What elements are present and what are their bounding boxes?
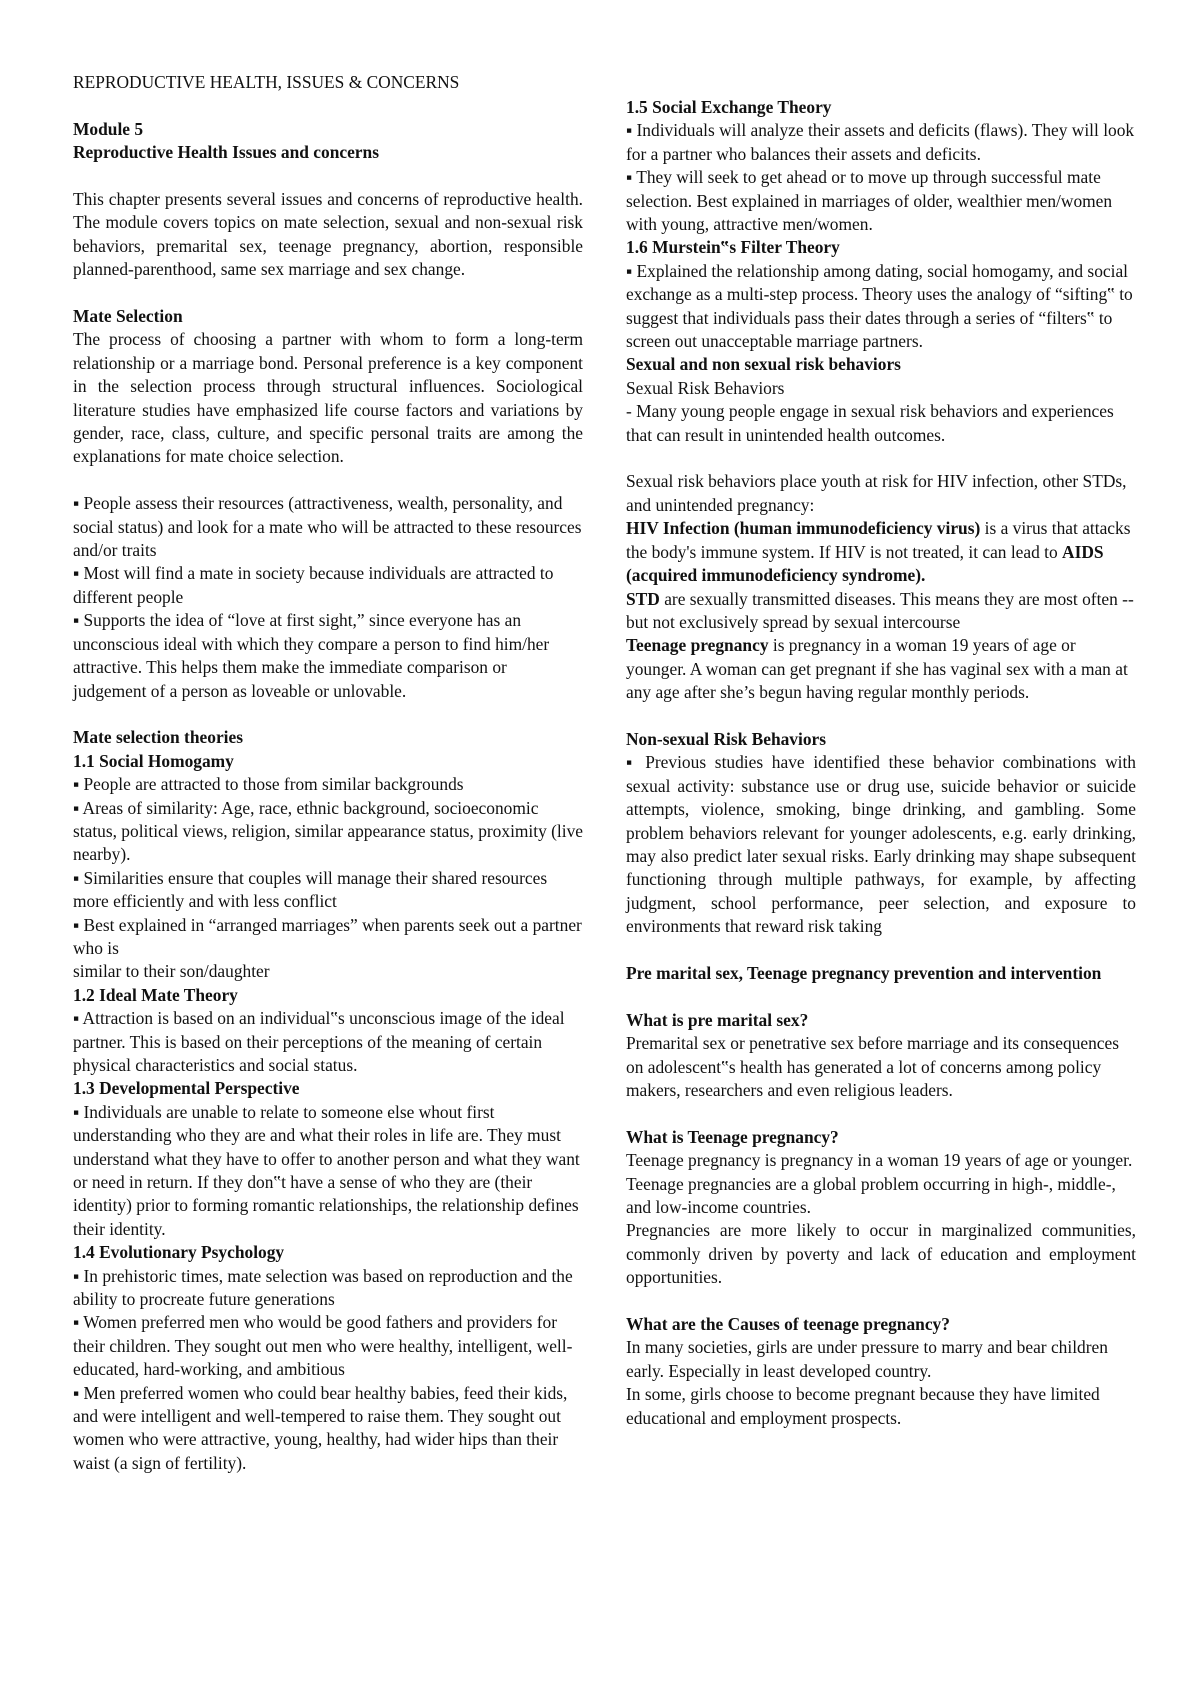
risk-paragraph: Sexual risk behaviors place youth at risk for HIV infection, other STDs, and unintended pregnancy:	[626, 471, 1127, 515]
std-definition	[626, 588, 1136, 635]
bullet-continuation: similar to their son/daughter	[73, 961, 270, 982]
premarital-heading: Pre marital sex, Teenage pregnancy prevention and intervention	[626, 962, 1102, 983]
answer-paragraph: Pregnancies are more likely to occur in marginalized communities, commonly driven by poverty and lack of education and employment opportunities.	[626, 1220, 1136, 1288]
theories-heading: Mate selection theories	[73, 727, 243, 748]
bullet-item: ▪ Attraction is based on an individual‟s unconscious image of the ideal partner. This is based on their perceptions of the meaning of certain physical characteristics and social status.	[73, 1008, 565, 1075]
document-title: REPRODUCTIVE HEALTH, ISSUES & CONCERNS	[73, 72, 460, 92]
intro-paragraph: This chapter presents several issues and concerns of reproductive health. The module covers topics on mate selection, sexual and non-sexual risk behaviors, premarital sex, teenage pregnancy, abortion, responsible planned-parenthood, same sex marriage and sex change.	[73, 189, 583, 280]
bullet-item: ▪ Men preferred women who could bear healthy babies, feed their kids, and were intelligent and well-tempered to raise them. They sought out women who were attractive, young, healthy, had wider hips than their waist (a sign of fertility).	[73, 1382, 568, 1473]
mate-selection-heading: Mate Selection	[73, 306, 183, 327]
section-heading: 1.5 Social Exchange Theory	[626, 97, 832, 117]
module-title: Reproductive Health Issues and concerns	[73, 142, 379, 163]
mate-selection-paragraph: The process of choosing a partner with whom to form a long-term relationship or a marriage bond. Personal preference is a key component in the selection process through structural influences. Sociological literature studies have emphasized life course factors and variations by gender, race, class, culture, and specific personal traits are among the explanations for mate choice selection.	[73, 329, 583, 467]
left-column	[73, 71, 583, 1475]
section-heading: 1.3 Developmental Perspective	[73, 1078, 300, 1099]
bullet-item: ▪ In prehistoric times, mate selection was based on reproduction and the ability to procreate future generations	[73, 1265, 573, 1310]
section-heading: 1.4 Evolutionary Psychology	[73, 1242, 285, 1263]
nonsexual-heading: Non-sexual Risk Behaviors	[626, 728, 827, 749]
question-heading: What are the Causes of teenage pregnancy?	[626, 1314, 950, 1335]
bullet-item: ▪ Individuals will analyze their assets and deficits (flaws). They will look for a partner who balances their assets and deficits.	[626, 120, 1135, 164]
risk-subheading: Sexual Risk Behaviors	[626, 377, 785, 398]
bullet-item: ▪ Areas of similarity: Age, race, ethnic background, socioeconomic status, political views, religion, similar appearance status, proximity (live nearby).	[73, 797, 584, 865]
answer-paragraph: In some, girls choose to become pregnant because they have limited educational and employment prospects.	[626, 1384, 1100, 1428]
teen-term: Teenage pregnancy	[626, 635, 769, 656]
hiv-term: HIV Infection (human immunodeficiency virus)	[626, 518, 981, 539]
std-text: are sexually transmitted diseases. This means they are most often -- but not exclusively spread by sexual intercourse	[626, 588, 1134, 632]
answer-paragraph: Teenage pregnancies are a global problem occurring in high-, middle-, and low-income countries.	[626, 1173, 1116, 1218]
bullet-item: ▪ Most will find a mate in society because individuals are attracted to different people	[73, 563, 554, 607]
risk-behaviors-heading: Sexual and non sexual risk behaviors	[626, 354, 901, 375]
bullet-item: ▪ They will seek to get ahead or to move up through successful mate selection. Best explained in marriages of older, wealthier men/women with young, attractive men/women.	[626, 167, 1113, 235]
answer-paragraph: Premarital sex or penetrative sex before marriage and its consequences on adolescent‟s health has generated a lot of concerns among policy makers, researchers and even religious leaders.	[626, 1033, 1120, 1100]
bullet-item: ▪ Similarities ensure that couples will manage their shared resources more efficiently and with less conflict	[73, 867, 548, 912]
aids-term: AIDS (acquired immunodeficiency syndrome).	[626, 541, 1104, 586]
bullet-item: ▪ Individuals are unable to relate to someone else whout first understanding who they are and what their roles in life are. They must understand what they have to offer to another person and what they want or need in return. If they don‟t have a sense of who they are (their identity) prior to forming romantic relationships, the relationship defines their identity.	[73, 1101, 580, 1239]
bullet-item: ▪ Women preferred men who would be good fathers and providers for their children. They sought out men who were healthy, intelligent, well-educated, hard-working, and ambitious	[73, 1312, 573, 1380]
nonsexual-paragraph: ▪ Previous studies have identified these behavior combinations with sexual activity: substance use or drug use, suicide behavior or suicide attempts, violence, smoking, binge drinking, and gambling. Some problem behaviors relevant for younger adolescents, e.g. early drinking, may also predict later sexual risks. Early drinking may shape subsequent functioning through multiple pathways, for example, by affecting judgment, school performance, peer selection, and exposure to environments that reward risk taking	[626, 752, 1136, 937]
hiv-definition	[626, 517, 1136, 587]
teen-text: is pregnancy in a woman 19 years of age or younger. A woman can get pregnant if she has vaginal sex with a man at any age after she’s begun having regular monthly periods.	[626, 635, 1128, 703]
module-number: Module 5	[73, 118, 144, 139]
section-heading: 1.2 Ideal Mate Theory	[73, 984, 238, 1005]
bullet-item: ▪ People assess their resources (attractiveness, wealth, personality, and social status) and look for a mate who will be attracted to these resources and/or traits	[73, 493, 582, 561]
answer-paragraph: In many societies, girls are under pressure to marry and bear children early. Especially in least developed country.	[626, 1337, 1108, 1381]
teen-pregnancy-definition	[626, 634, 1136, 704]
bullet-item: ▪ Explained the relationship among dating, social homogamy, and social exchange as a multi-step process. Theory uses the analogy of “sifting‟ to suggest that individuals pass their dates through a series of “filters‟ to screen out unacceptable marriage partners.	[626, 260, 1133, 352]
bullet-item: ▪ People are attracted to those from similar backgrounds	[73, 774, 464, 795]
question-heading: What is pre marital sex?	[626, 1009, 809, 1030]
bullet-item: ▪ Best explained in “arranged marriages” when parents seek out a partner who is	[73, 914, 582, 958]
risk-intro-paragraph: - Many young people engage in sexual risk behaviors and experiences that can result in unintended health outcomes.	[626, 401, 1114, 445]
bullet-item: ▪ Supports the idea of “love at first sight,” since everyone has an unconscious ideal with which they compare a person to find him/her attractive. This helps them make the immediate comparison or judgement of a person as loveable or unlovable.	[73, 610, 550, 701]
answer-paragraph: Teenage pregnancy is pregnancy in a woman 19 years of age or younger.	[626, 1150, 1133, 1171]
section-heading: 1.1 Social Homogamy	[73, 750, 234, 771]
section-heading: 1.6 Murstein‟s Filter Theory	[626, 237, 840, 258]
question-heading: What is Teenage pregnancy?	[626, 1126, 839, 1147]
std-term: STD	[626, 588, 660, 609]
right-column	[626, 96, 1136, 1430]
hiv-text: is a virus that attacks the body's immune system. If HIV is not treated, it can lead to	[626, 518, 1131, 562]
